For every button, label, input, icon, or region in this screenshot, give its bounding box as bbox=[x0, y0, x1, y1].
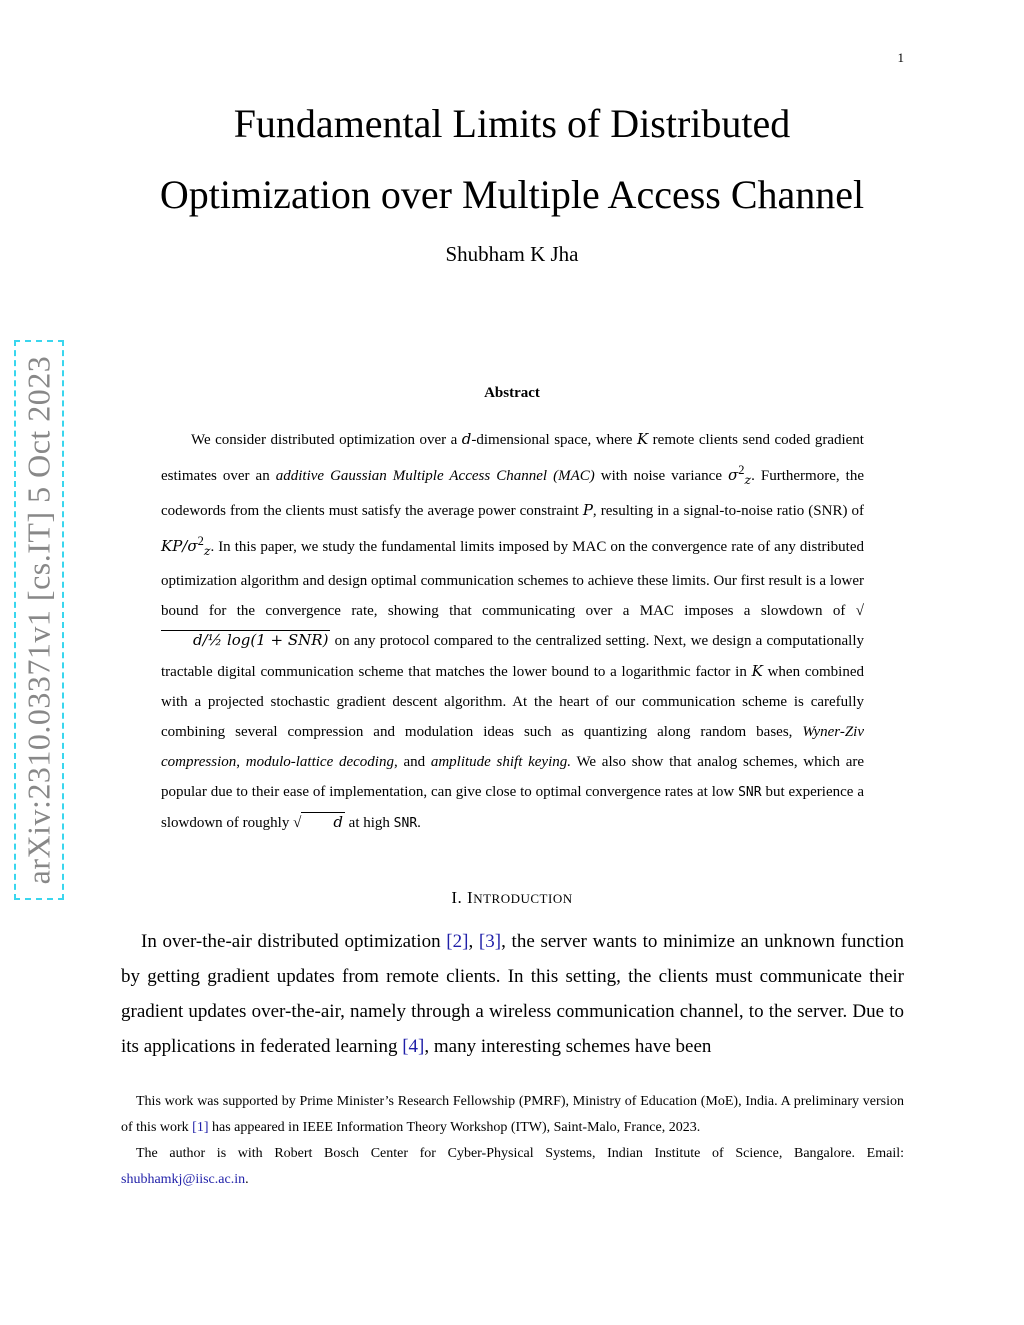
footnote-funding: This work was supported by Prime Minister’s Research Fellowship (PMRF), Ministry of Education (MoE), India. A preliminary version of this work [1] has appeared in IEEE Information Theory Workshop (ITW), Saint-Malo, France, 2023. bbox=[121, 1094, 904, 1135]
modulo-lattice-term: modulo-lattice decoding bbox=[245, 754, 394, 770]
sqrt-d: √ d bbox=[293, 813, 343, 831]
page-number: 1 bbox=[897, 50, 904, 65]
citation-4[interactable]: [4] bbox=[402, 1036, 425, 1057]
arxiv-stamp[interactable] bbox=[14, 340, 64, 900]
citation-1[interactable]: [1] bbox=[192, 1120, 209, 1135]
arxiv-stamp-text: arXiv:2310.03371v1 [cs.IT] 5 Oct 2023 bbox=[20, 355, 57, 885]
paper-title bbox=[0, 88, 1024, 230]
section-heading-introduction: I. INTRODUCTION bbox=[451, 888, 573, 907]
abstract-heading: Abstract bbox=[484, 385, 540, 401]
mac-term: additive Gaussian Multiple Access Channel (MAC) bbox=[275, 468, 595, 484]
author: Shubham K Jha bbox=[445, 242, 579, 266]
abstract-body: We consider distributed optimization over a d-dimensional space, where K remote clients send coded gradient estimates over an additive Gaussian Multiple Access Channel (MAC) with noise variance $\sigma^2_z$. Furthermore, the codewords from the clients must satisfy the average power constraint P, resulting in a signal-to-noise ratio (SNR) of $KP/\sigma^2_z$. In this paper, we study the fundamental limits imposed by MAC on the convergence rate of any distributed optimization algorithm and design optimal communication schemes to achieve these limits. Our first result is a lower bound for the convergence rate, showing that communicating over a MAC imposes a slowdown of √d/½ log(1 + SNR) on any protocol compared to the centralized setting. Next, we design a computationally tractable digital communication scheme that matches the lower bound to a logarithmic factor in K when combined with a projected stochastic gradient descent algorithm. At the heart of our communication scheme is carefully combining several compression and modulation ideas such as quantizing along random bases, Wyner-Ziv compression, modulo-lattice decoding, and amplitude shift keying. We also show that analog schemes, which are popular due to their ease of implementation, can give close to optimal convergence rates at low SNR but experience a slowdown of roughly √ d at high SNR. bbox=[161, 430, 865, 831]
footnote-affiliation: The author is with Robert Bosch Center for Cyber-Physical Systems, Indian Institute of Science, Bangalore. Email: shubhamkj@iisc.ac.in. bbox=[121, 1146, 904, 1187]
ask-term: amplitude shift keying. bbox=[430, 754, 572, 770]
wyner-ziv-term: Wyner-Ziv compression bbox=[161, 724, 864, 770]
citation-2[interactable]: [2] bbox=[446, 931, 469, 952]
sqrt-expression: √d/½ log(1 + SNR) bbox=[161, 603, 864, 649]
title-line-2: Optimization over Multiple Access Channel bbox=[159, 172, 865, 217]
introduction-paragraph: In over-the-air distributed optimization [2], [3], the server wants to minimize an unknown function by getting gradient updates from remote clients. In this setting, the clients must communicate their gradient updates over-the-air, namely through a wireless communication channel, to the server. Due to its applications in federated learning [4], many interesting schemes have been bbox=[121, 931, 905, 1057]
email-link[interactable]: shubhamkj@iisc.ac.in bbox=[121, 1172, 246, 1187]
citation-3[interactable]: [3] bbox=[478, 931, 502, 952]
footnotes bbox=[121, 1089, 904, 1193]
title-line-1: Fundamental Limits of Distributed bbox=[233, 101, 791, 146]
